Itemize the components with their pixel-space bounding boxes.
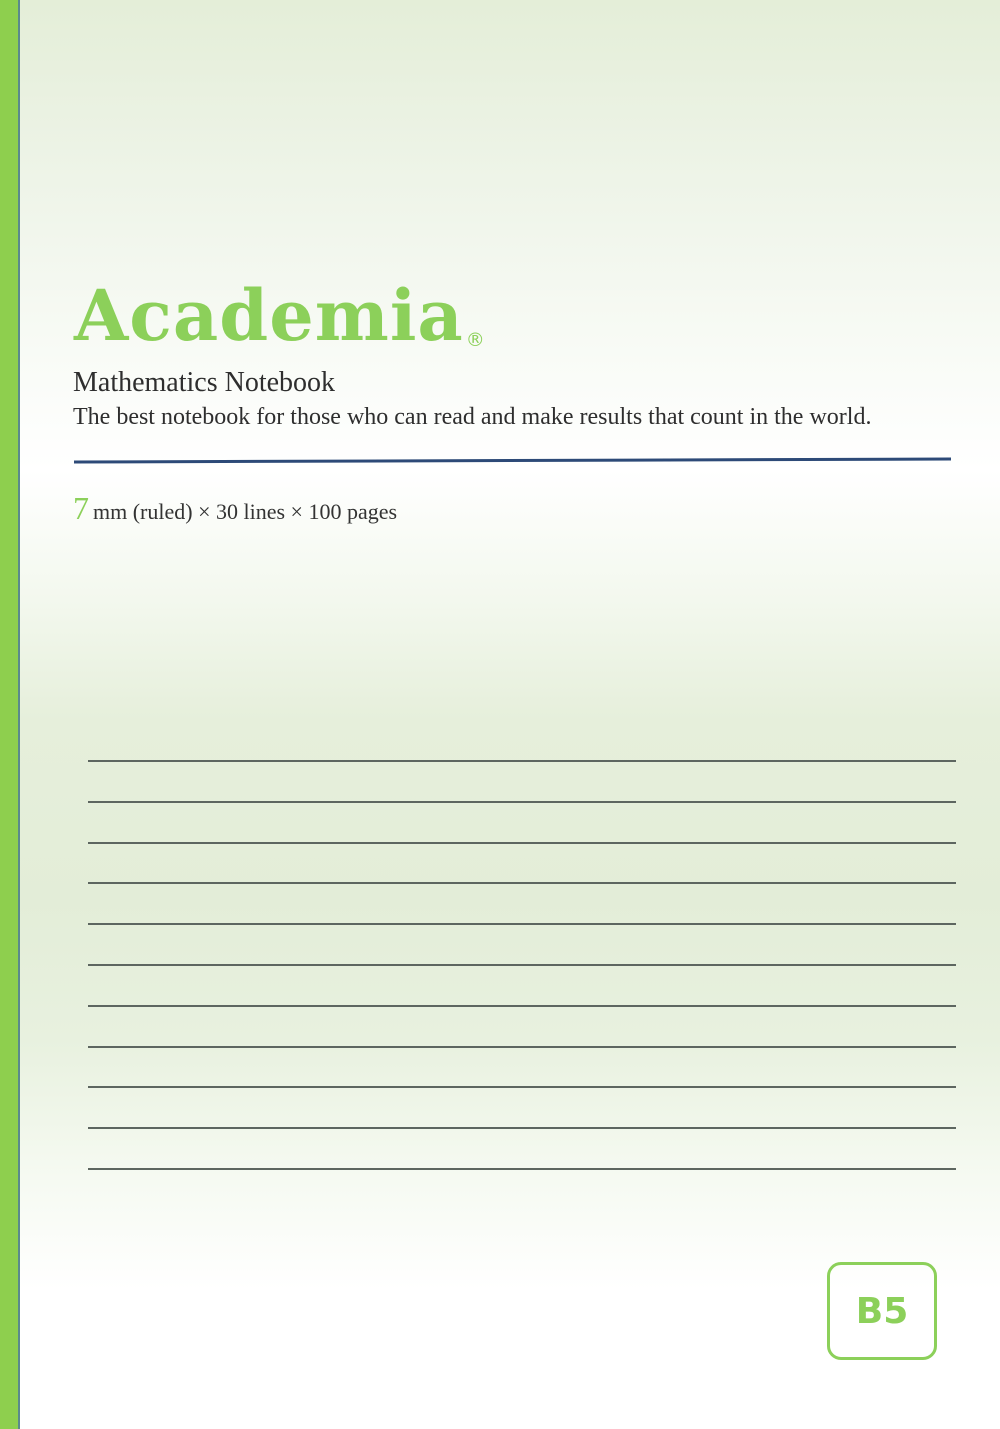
- ruled-line: [88, 1086, 956, 1088]
- ruled-lines: [88, 760, 956, 1172]
- ruled-line: [88, 1127, 956, 1129]
- ruled-line: [88, 1005, 956, 1007]
- title-divider: [74, 456, 951, 466]
- spec-ruling-size: 7: [73, 490, 89, 526]
- brand-logo: [74, 266, 485, 366]
- notebook-tagline: The best notebook for those who can read and make results that count in the world.: [73, 404, 872, 430]
- ruled-line: [88, 1168, 956, 1170]
- ruled-line: [88, 964, 956, 966]
- spec-description: mm (ruled) × 30 lines × 100 pages: [93, 499, 398, 524]
- ruled-line: [88, 801, 956, 803]
- size-badge: [827, 1262, 937, 1360]
- ruled-line: [88, 842, 956, 844]
- spec-line: [73, 490, 397, 527]
- size-badge-label: B5: [855, 1290, 909, 1332]
- ruled-line: [88, 923, 956, 925]
- registered-trademark-mark: ®: [465, 329, 485, 351]
- brand-name: Academia: [74, 274, 464, 357]
- ruled-line: [88, 1046, 956, 1048]
- notebook-subtitle: Mathematics Notebook: [73, 367, 336, 398]
- ruled-line: [88, 760, 956, 762]
- ruled-line: [88, 882, 956, 884]
- spine-stripe: [0, 0, 20, 1429]
